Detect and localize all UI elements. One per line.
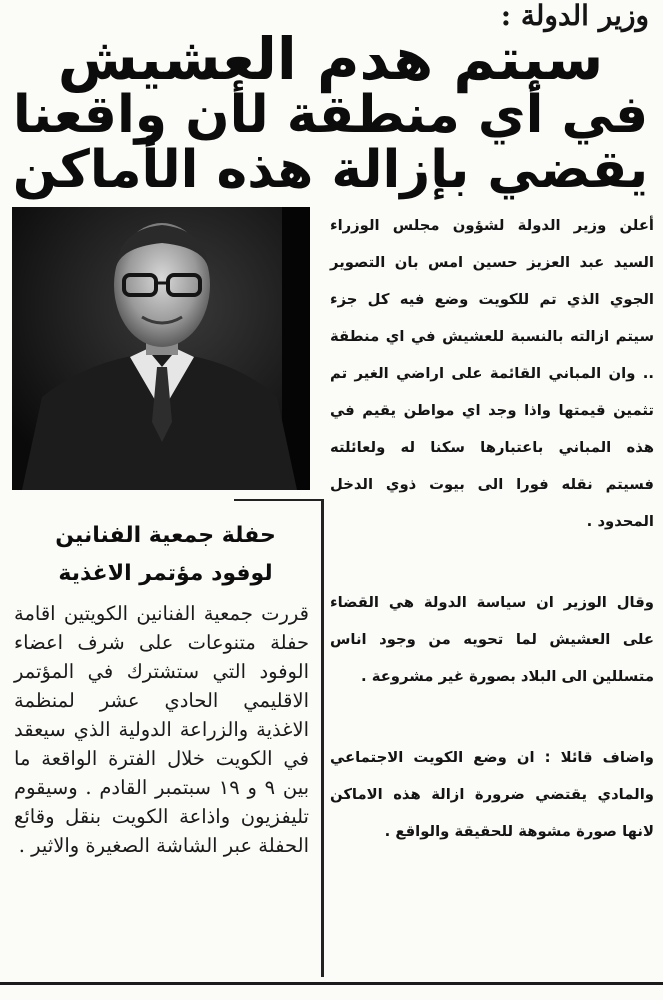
minister-portrait-photo: [12, 207, 310, 490]
sidebar-body-text: قررت جمعية الفنانين الكويتين اقامة حفلة متنوعات على شرف اعضاء الوفود التي ستشترك في المؤتمر الاقليمي الحادي عشر لمنظمة الاغذية والزراعة الدولية الذي سيعقد في الكويت خلال الفترة الواقعة ما بين ٩ و ١٩ سبتمبر القادم . وسيقوم تليفزيون واذاعة الكويت بنقل وقائع الحفلة عبر الشاشة الصغيرة والاثير .: [14, 602, 310, 857]
bottom-rule: [0, 982, 663, 985]
sidebar-top-rule: [234, 499, 324, 501]
sidebar-news-box: [12, 499, 324, 977]
article-paragraph-3: واضاف قائلا : ان وضع الكويت الاجتماعي والمادي يقتضي ضرورة ازالة هذه الاماكن لانها صورة مشوهة للحقيقة والواقع .: [330, 749, 654, 840]
headline-kicker: وزير الدولة :: [500, 0, 649, 32]
portrait-photo-icon: [12, 207, 310, 490]
sidebar-title-line-1: حفلة جمعية الفنانين: [55, 523, 276, 548]
headline-line-1: سيتم هدم العشيش: [57, 25, 604, 93]
sidebar-title-line-2: لوفود مؤتمر الاغذية: [58, 561, 273, 586]
article-header: [0, 0, 663, 205]
headline-line-2: في أي منطقة لأن واقعنا: [12, 85, 649, 145]
article-paragraph-1: أعلن وزير الدولة لشؤون مجلس الوزراء السيد عبد العزيز حسين امس بان التصوير الجوي الذي تم للكويت وضع فيه كل جزء سيتم ازالته بالنسبة للعشيش في اي منطقة .. وان المباني القائمة على اراضي الغير تم تثمين قيمتها واذا وجد اي مواطن يقيم في هذه المباني باعتبارها سكنا له ولعائلته فسيتم نقله فورا الى بيوت ذوي الدخل المحدود .: [330, 217, 654, 530]
main-article-column: [330, 207, 654, 977]
headline-line-3: يقضي بإزالة هذه الأماكن: [12, 140, 649, 200]
article-paragraph-2: وقال الوزير ان سياسة الدولة هي القضاء على العشيش لما تحويه من وجود اناس متسللين الى البلاد بصورة غير مشروعة .: [330, 594, 654, 685]
